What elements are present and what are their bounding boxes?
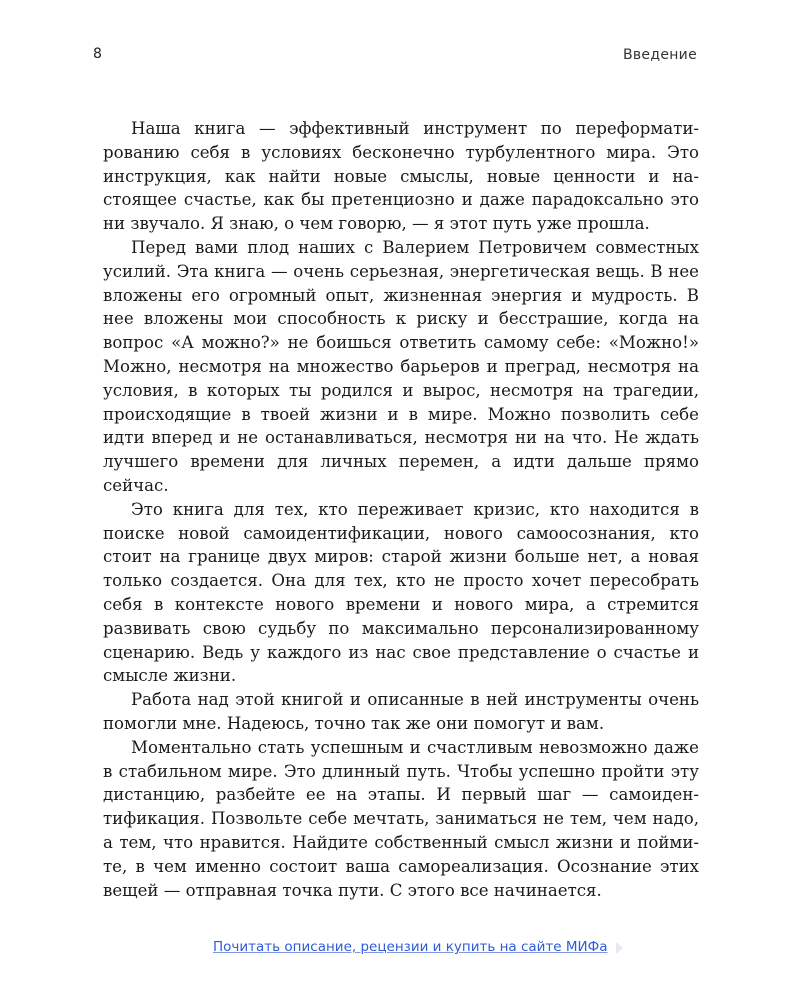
paragraph: Наша книга — эффективный инструмент по переформатированию себя в условиях бесконечно турбулентного мира. Это инструкция, как найти новые смыслы, новые ценности и настоящее счастье, как бы претенциозно и даже парадоксально это ни звучало. Я знаю, о чем говорю, — я этот путь уже прошла. <box>103 119 699 234</box>
buy-on-mif-link[interactable]: Почитать описание, рецензии и купить на сайте МИФа <box>205 936 616 958</box>
paragraph: Работа над этой книгой и описанные в ней инструменты очень помогли мне. Надеюсь, точно так же они помогут и вам. <box>103 690 699 733</box>
body-text <box>103 117 699 902</box>
paragraph: Это книга для тех, кто переживает кризис, кто находится в поиске новой самоидентификации, нового самоосознания, кто стоит на границе двух миров: старой жизни больше нет, а новая только создается. Она для тех, кто не просто хочет пересобрать себя в контексте нового времени и нового мира, а стремится развивать свою судьбу по максимально персонализированному сценарию. Ведь у каждого из нас свое представление о счастье и смысле жизни. <box>103 499 699 686</box>
paragraph: Моментально стать успешным и счастливым невозможно даже в стабильном мире. Это длинный путь. Чтобы успешно пройти эту дистанцию, разбейте ее на этапы. И первый шаг — самоидентификация. Позвольте себе мечтать, заниматься не тем, чем надо, а тем, что нравится. Найдите собственный смысл жизни и поймите, в чем именно состоит ваша самореализация. Осознание этих вещей — отправная точка пути. С этого все начинается. <box>103 737 699 900</box>
paragraph: Перед вами плод наших с Валерием Петровичем совместных усилий. Эта книга — очень серьезная, энергетическая вещь. В нее вложены его огромный опыт, жизненная энергия и мудрость. В нее вложены мои способность к риску и бесстрашие, когда на вопрос «А можно?» не боишься ответить самому себе: «Можно!» Можно, несмотря на множество барьеров и преград, несмотря на условия, в которых ты родился и вырос, несмотря на трагедии, происходящие в твоей жизни и в мире. Можно позволить себе идти вперед и не останавливаться, несмотря ни на что. Не ждать лучшего времени для личных перемен, а идти дальше прямо сейчас. <box>103 237 699 495</box>
running-title: Введение <box>622 47 697 63</box>
page-number: 8 <box>93 46 102 62</box>
